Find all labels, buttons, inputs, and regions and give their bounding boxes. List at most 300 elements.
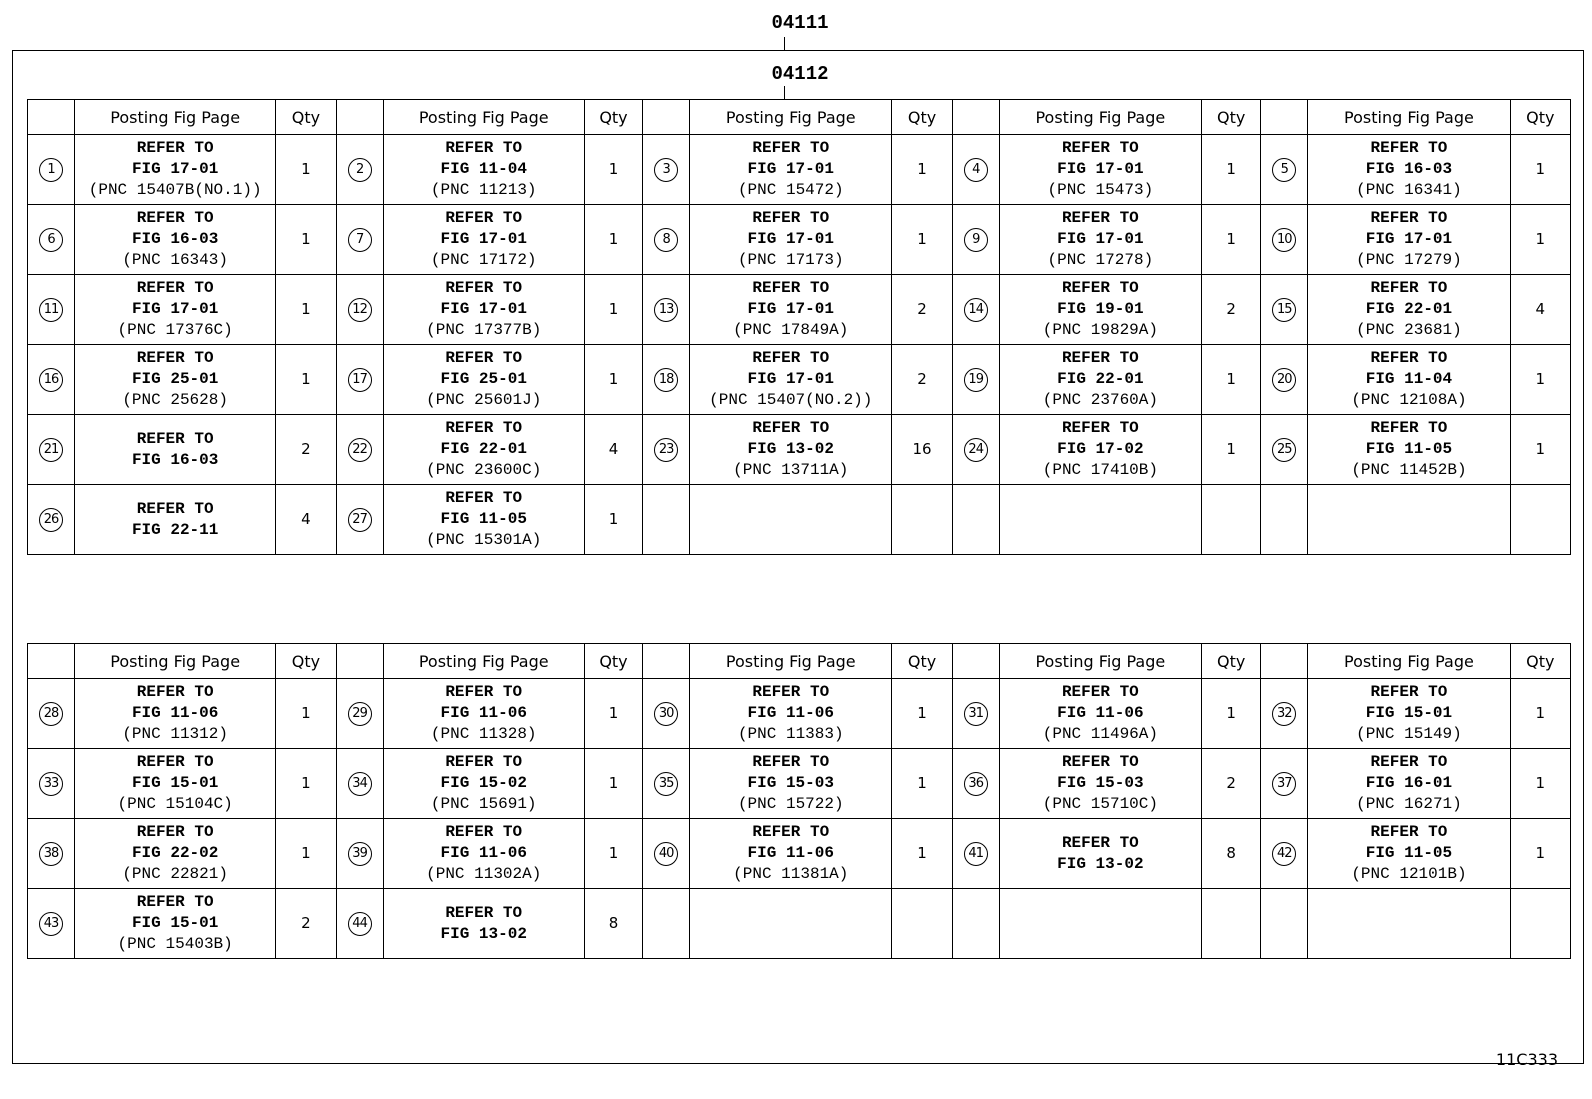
refer-to-label: REFER TO	[1061, 419, 1139, 437]
refer-to-label: REFER TO	[445, 419, 523, 437]
header-blank-cell	[336, 100, 383, 135]
pnc-label: (PNC 15722)	[737, 795, 844, 813]
callout-cell	[28, 485, 75, 555]
fig-page-label: FIG 15-01	[1365, 704, 1453, 722]
reference-text	[384, 488, 584, 551]
refer-to-label: REFER TO	[136, 683, 214, 701]
qty-cell	[276, 345, 336, 415]
qty-cell	[276, 485, 336, 555]
fig-page-label: FIG 11-06	[1057, 704, 1144, 722]
qty-cell	[1510, 415, 1570, 485]
reference-text	[1000, 138, 1201, 201]
refer-to-label: REFER TO	[1370, 139, 1448, 157]
header-row	[28, 100, 1571, 135]
fig-page-label: FIG 17-02	[1057, 440, 1144, 458]
callout-cell	[28, 679, 75, 749]
reference-cell	[690, 485, 892, 555]
reference-text	[1000, 418, 1201, 481]
header-qty: Qty	[1510, 644, 1570, 679]
qty-value: 1	[1535, 370, 1546, 388]
refer-to-label: REFER TO	[752, 683, 830, 701]
pnc-label: (PNC 17849A)	[733, 321, 849, 339]
callout-cell	[1261, 889, 1308, 959]
fig-page-label: FIG 17-01	[747, 160, 834, 178]
pnc-label: (PNC 17279)	[1356, 251, 1462, 269]
reference-text	[384, 903, 584, 945]
reference-cell	[999, 205, 1201, 275]
fig-page-label: FIG 11-04	[440, 160, 527, 178]
callout-cell	[643, 749, 690, 819]
reference-text	[1308, 348, 1509, 411]
pnc-label: (PNC 17172)	[430, 251, 537, 269]
callout-number: 7	[348, 228, 372, 252]
qty-cell	[892, 205, 952, 275]
reference-text	[1000, 682, 1201, 745]
callout-number: 13	[654, 298, 678, 322]
reference-text	[75, 138, 275, 201]
qty-cell	[892, 345, 952, 415]
reference-cell	[690, 275, 892, 345]
callout-cell	[643, 205, 690, 275]
fig-page-label: FIG 13-02	[1057, 854, 1144, 873]
pnc-label: (PNC 16341)	[1356, 181, 1462, 199]
reference-cell	[383, 345, 584, 415]
reference-cell	[75, 275, 276, 345]
callout-cell	[1261, 135, 1308, 205]
qty-cell	[584, 275, 642, 345]
table-row	[28, 415, 1571, 485]
qty-value: 2	[301, 440, 311, 458]
callout-cell	[28, 819, 75, 889]
callout-number: 33	[39, 772, 63, 796]
callout-number: 5	[1272, 158, 1296, 182]
qty-cell	[892, 415, 952, 485]
qty-cell	[1202, 275, 1261, 345]
callout-cell	[1261, 819, 1308, 889]
reference-cell	[75, 345, 276, 415]
callout-cell	[952, 889, 999, 959]
callout-number: 32	[1272, 702, 1296, 726]
reference-text	[384, 278, 584, 341]
fig-page-label: FIG 16-03	[131, 230, 219, 248]
refer-to-label: REFER TO	[1061, 209, 1139, 227]
callout-cell	[643, 345, 690, 415]
qty-value: 8	[1226, 844, 1236, 862]
qty-cell	[1202, 749, 1261, 819]
fig-page-label: FIG 17-01	[747, 300, 834, 318]
reference-text	[690, 822, 891, 885]
refer-to-label: REFER TO	[445, 349, 523, 367]
table-row	[28, 749, 1571, 819]
pnc-label: (PNC 15407(NO.2))	[709, 391, 873, 409]
fig-page-label: FIG 15-01	[131, 914, 219, 932]
pnc-label: (PNC 16271)	[1356, 795, 1462, 813]
fig-page-label: FIG 15-01	[131, 774, 219, 792]
callout-cell	[952, 135, 999, 205]
qty-value: 1	[301, 774, 311, 792]
qty-cell	[1202, 415, 1261, 485]
pnc-label: (PNC 12101B)	[1351, 865, 1467, 883]
fig-page-label: FIG 17-01	[131, 160, 219, 178]
callout-cell	[28, 889, 75, 959]
header-posting-fig-page: Posting Fig Page	[75, 644, 276, 679]
qty-value: 1	[608, 704, 619, 722]
refer-to-label: REFER TO	[1061, 279, 1139, 297]
qty-cell	[276, 275, 336, 345]
reference-cell	[1308, 679, 1510, 749]
callout-number: 38	[39, 842, 63, 866]
reference-cell	[1308, 819, 1510, 889]
callout-number: 17	[348, 368, 372, 392]
pnc-label: (PNC 13711A)	[733, 461, 849, 479]
reference-text	[1308, 418, 1509, 481]
callout-number: 25	[1272, 438, 1296, 462]
callout-cell	[1261, 415, 1308, 485]
qty-cell	[1510, 889, 1570, 959]
callout-cell	[952, 275, 999, 345]
leader-line-top	[784, 37, 785, 50]
callout-number: 18	[654, 368, 678, 392]
header-qty: Qty	[1510, 100, 1570, 135]
header-qty: Qty	[584, 100, 642, 135]
reference-cell	[75, 749, 276, 819]
qty-value: 1	[301, 370, 311, 388]
callout-number: 11	[39, 298, 63, 322]
fig-page-label: FIG 22-11	[131, 520, 219, 539]
header-blank-cell	[643, 100, 690, 135]
callout-cell	[952, 819, 999, 889]
header-blank-cell	[28, 100, 75, 135]
reference-text	[384, 822, 584, 885]
callout-number: 6	[39, 228, 63, 252]
reference-cell	[1308, 889, 1510, 959]
fig-page-label: FIG 17-01	[1057, 160, 1144, 178]
reference-text	[690, 278, 891, 341]
reference-text	[384, 348, 584, 411]
qty-value: 1	[301, 704, 311, 722]
callout-number: 26	[39, 508, 63, 532]
reference-cell	[383, 679, 584, 749]
qty-cell	[1202, 889, 1261, 959]
qty-cell	[584, 135, 642, 205]
reference-text	[384, 752, 584, 815]
callout-cell	[1261, 345, 1308, 415]
reference-text	[690, 348, 891, 411]
reference-text	[690, 138, 891, 201]
reference-text	[1308, 208, 1509, 271]
callout-cell	[1261, 485, 1308, 555]
illustration-code: 11C333	[1495, 1050, 1558, 1069]
header-posting-fig-page: Posting Fig Page	[383, 100, 584, 135]
refer-to-label: REFER TO	[1370, 823, 1448, 841]
pnc-label: (PNC 15301A)	[426, 531, 542, 549]
reference-text	[1000, 752, 1201, 815]
pnc-label: (PNC 15472)	[737, 181, 844, 199]
qty-value: 1	[917, 774, 927, 792]
qty-value: 4	[301, 510, 311, 528]
reference-cell	[383, 749, 584, 819]
callout-cell	[336, 275, 383, 345]
qty-value: 1	[1226, 704, 1236, 722]
fig-page-label: FIG 17-01	[1365, 230, 1453, 248]
reference-text	[690, 418, 891, 481]
header-blank-cell	[952, 100, 999, 135]
fig-page-label: FIG 16-03	[131, 450, 219, 469]
reference-cell	[1308, 485, 1510, 555]
leader-line-inner	[784, 86, 785, 99]
callout-cell	[952, 679, 999, 749]
qty-cell	[892, 485, 952, 555]
refer-to-label: REFER TO	[136, 139, 214, 157]
callout-number: 4	[964, 158, 988, 182]
callout-cell	[28, 275, 75, 345]
reference-text	[1308, 822, 1509, 885]
reference-text	[690, 208, 891, 271]
pnc-label: (PNC 17173)	[737, 251, 844, 269]
callout-number: 23	[654, 438, 678, 462]
callout-cell	[336, 819, 383, 889]
fig-page-label: FIG 11-04	[1365, 370, 1453, 388]
reference-cell	[999, 749, 1201, 819]
reference-cell	[999, 485, 1201, 555]
qty-value: 1	[608, 230, 619, 248]
header-posting-fig-page: Posting Fig Page	[1308, 100, 1510, 135]
refer-to-label: REFER TO	[445, 753, 523, 771]
pnc-label: (PNC 15403B)	[117, 935, 233, 953]
qty-cell	[1510, 205, 1570, 275]
pnc-label: (PNC 11302A)	[426, 865, 542, 883]
header-posting-fig-page: Posting Fig Page	[690, 644, 892, 679]
pnc-label: (PNC 25628)	[122, 391, 228, 409]
qty-value: 1	[1535, 440, 1546, 458]
reference-cell	[1308, 135, 1510, 205]
header-row	[28, 644, 1571, 679]
reference-cell	[999, 275, 1201, 345]
reference-cell	[383, 205, 584, 275]
refer-to-label: REFER TO	[445, 209, 523, 227]
reference-text	[75, 208, 275, 271]
callout-cell	[336, 749, 383, 819]
callout-cell	[336, 415, 383, 485]
reference-cell	[690, 205, 892, 275]
qty-cell	[1202, 819, 1261, 889]
refer-to-label: REFER TO	[445, 279, 523, 297]
reference-cell	[690, 819, 892, 889]
table-row	[28, 345, 1571, 415]
header-qty: Qty	[276, 644, 336, 679]
reference-text	[75, 682, 275, 745]
callout-cell	[336, 889, 383, 959]
reference-cell	[1308, 415, 1510, 485]
callout-number: 10	[1272, 228, 1296, 252]
refer-to-label: REFER TO	[752, 139, 830, 157]
qty-cell	[1510, 345, 1570, 415]
refer-to-label: REFER TO	[752, 349, 830, 367]
qty-value: 1	[1226, 230, 1236, 248]
reference-cell	[690, 749, 892, 819]
callout-number: 31	[964, 702, 988, 726]
refer-to-label: REFER TO	[136, 349, 214, 367]
pnc-label: (PNC 11381A)	[733, 865, 849, 883]
callout-cell	[643, 679, 690, 749]
pnc-label: (PNC 11383)	[737, 725, 844, 743]
reference-cell	[690, 415, 892, 485]
reference-table-1	[27, 99, 1571, 555]
part-number-top: 04111	[771, 12, 829, 34]
callout-cell	[643, 415, 690, 485]
qty-value: 1	[917, 844, 927, 862]
reference-text	[1308, 138, 1509, 201]
qty-value: 2	[917, 300, 927, 318]
reference-text	[75, 822, 275, 885]
reference-cell	[999, 889, 1201, 959]
reference-text	[75, 278, 275, 341]
reference-cell	[999, 679, 1201, 749]
qty-value: 8	[608, 914, 619, 932]
callout-cell	[1261, 679, 1308, 749]
qty-cell	[1510, 819, 1570, 889]
fig-page-label: FIG 16-03	[1365, 160, 1453, 178]
reference-cell	[75, 819, 276, 889]
reference-cell	[690, 135, 892, 205]
reference-cell	[690, 345, 892, 415]
qty-value: 1	[1535, 230, 1546, 248]
callout-cell	[28, 749, 75, 819]
callout-cell	[1261, 275, 1308, 345]
qty-value: 1	[1226, 440, 1236, 458]
refer-to-label: REFER TO	[752, 823, 830, 841]
callout-cell	[952, 749, 999, 819]
header-blank-cell	[952, 644, 999, 679]
qty-value: 1	[301, 160, 311, 178]
callout-number: 22	[348, 438, 372, 462]
pnc-label: (PNC 19829A)	[1042, 321, 1158, 339]
qty-cell	[276, 679, 336, 749]
callout-number: 14	[964, 298, 988, 322]
fig-page-label: FIG 11-06	[747, 704, 834, 722]
refer-to-label: REFER TO	[1370, 279, 1448, 297]
reference-text	[384, 138, 584, 201]
callout-number: 9	[964, 228, 988, 252]
qty-cell	[276, 135, 336, 205]
qty-value: 1	[1535, 704, 1546, 722]
refer-to-label: REFER TO	[1370, 349, 1448, 367]
table-row	[28, 889, 1571, 959]
callout-cell	[28, 135, 75, 205]
header-qty: Qty	[892, 644, 952, 679]
callout-cell	[952, 205, 999, 275]
header-posting-fig-page: Posting Fig Page	[999, 100, 1201, 135]
reference-cell	[999, 819, 1201, 889]
pnc-label: (PNC 23600C)	[426, 461, 542, 479]
qty-value: 1	[608, 844, 619, 862]
pnc-label: (PNC 15149)	[1356, 725, 1462, 743]
callout-cell	[952, 415, 999, 485]
qty-value: 1	[608, 774, 619, 792]
reference-text	[384, 682, 584, 745]
header-qty: Qty	[892, 100, 952, 135]
header-qty: Qty	[584, 644, 642, 679]
reference-cell	[75, 679, 276, 749]
callout-cell	[336, 679, 383, 749]
qty-cell	[584, 679, 642, 749]
reference-cell	[383, 275, 584, 345]
callout-number: 8	[654, 228, 678, 252]
pnc-label: (PNC 17377B)	[426, 321, 542, 339]
header-posting-fig-page: Posting Fig Page	[690, 100, 892, 135]
table-row	[28, 205, 1571, 275]
qty-value: 4	[1535, 300, 1546, 318]
refer-to-label: REFER TO	[1061, 753, 1139, 771]
pnc-label: (PNC 15407B(NO.1))	[88, 181, 262, 199]
reference-cell	[690, 889, 892, 959]
qty-value: 1	[608, 370, 619, 388]
fig-page-label: FIG 11-05	[1365, 440, 1453, 458]
qty-value: 1	[1535, 844, 1546, 862]
fig-page-label: FIG 17-01	[131, 300, 219, 318]
table-row	[28, 275, 1571, 345]
reference-text	[690, 752, 891, 815]
qty-cell	[584, 819, 642, 889]
reference-cell	[1308, 749, 1510, 819]
qty-cell	[1510, 275, 1570, 345]
reference-text	[384, 208, 584, 271]
qty-cell	[276, 889, 336, 959]
callout-cell	[643, 275, 690, 345]
qty-value: 1	[917, 704, 927, 722]
table-row	[28, 135, 1571, 205]
qty-cell	[584, 205, 642, 275]
reference-cell	[1308, 275, 1510, 345]
qty-cell	[584, 485, 642, 555]
refer-to-label: REFER TO	[136, 209, 214, 227]
pnc-label: (PNC 22821)	[122, 865, 228, 883]
refer-to-label: REFER TO	[1370, 753, 1448, 771]
qty-cell	[584, 415, 642, 485]
fig-page-label: FIG 16-01	[1365, 774, 1453, 792]
pnc-label: (PNC 11496A)	[1042, 725, 1158, 743]
fig-page-label: FIG 17-01	[747, 230, 834, 248]
qty-cell	[1202, 205, 1261, 275]
header-qty: Qty	[1202, 100, 1261, 135]
refer-to-label: REFER TO	[752, 209, 830, 227]
refer-to-label: REFER TO	[136, 499, 214, 518]
callout-number: 20	[1272, 368, 1296, 392]
callout-cell	[336, 485, 383, 555]
refer-to-label: REFER TO	[1061, 683, 1139, 701]
pnc-label: (PNC 16343)	[122, 251, 228, 269]
pnc-label: (PNC 11213)	[430, 181, 537, 199]
part-number-inner: 04112	[771, 63, 829, 85]
fig-page-label: FIG 15-03	[747, 774, 834, 792]
reference-text	[690, 682, 891, 745]
reference-cell	[383, 415, 584, 485]
refer-to-label: REFER TO	[1061, 139, 1139, 157]
qty-value: 1	[917, 230, 927, 248]
callout-number: 34	[348, 772, 372, 796]
qty-cell	[584, 345, 642, 415]
refer-to-label: REFER TO	[752, 419, 830, 437]
qty-cell	[1202, 679, 1261, 749]
reference-cell	[999, 415, 1201, 485]
callout-number: 43	[39, 912, 63, 936]
fig-page-label: FIG 13-02	[440, 924, 527, 943]
qty-value: 1	[1226, 370, 1236, 388]
qty-cell	[892, 275, 952, 345]
callout-cell	[643, 485, 690, 555]
qty-cell	[276, 749, 336, 819]
refer-to-label: REFER TO	[445, 139, 523, 157]
